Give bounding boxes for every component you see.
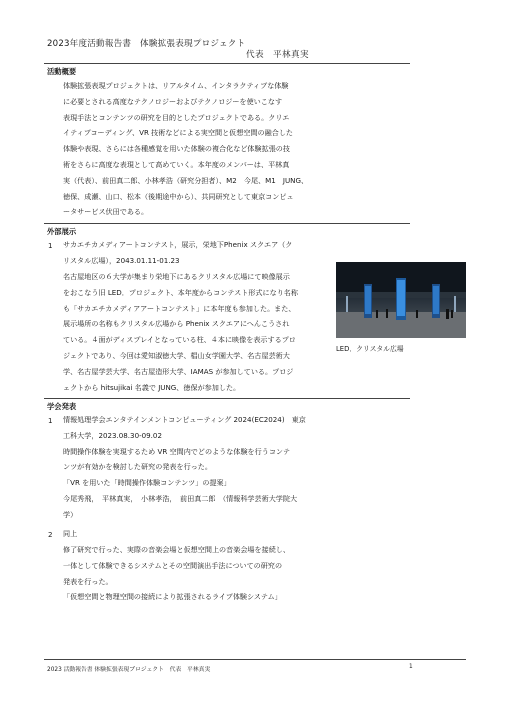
exhibition-body-line: ジェクトであり、今回は愛知淑徳大学、椙山女学園大学、名古屋芸術大 [63,350,290,360]
conference-line: ンツが有効かを検討した研究の発表を行った。 [63,462,212,472]
exhibition-item-title [63,237,292,269]
section-heading-overview: 活動概要 [47,67,77,76]
exhibition-body-line: 名古屋地区の６大学が集まり栄地下にあるクリスタル広場にて映像展示 [63,272,290,281]
overview-line: 術をさらに高度な表現として高めていく。本年度のメンバーは、平林真 [63,159,290,169]
conference-line: 今尾秀飛， 平林真実， 小林孝浩， 前田真二郎 （情報科学芸術大学院大 [63,493,298,503]
overview-line: 徳保、成瀬、山口、松本（後期途中から）、共同研究として東京コンピュ [63,191,294,201]
overview-line: ータサービス伏田である。 [63,207,149,217]
conference-line: 情報処理学会エンタテインメントコンピューティング 2024(EC2024) 東京 [63,415,306,424]
overview-line: イティブコーディング、VR 技術などによる実空間と仮想空間の融合した [63,128,294,138]
conference-line: 修了研究で行った、実際の音楽会場と仮想空間上の音楽会場を接続し、 [63,545,290,554]
exhibition-body-line: 学、名古屋学芸大学、名古屋造形大学、IAMAS が参加している。プロジ [63,366,294,376]
photo-caption: LED．クリスタル広場 [336,345,404,353]
crystal-plaza-photo-illustration [336,262,466,338]
exhibition-body-line: ている。４面がディスプレイとなっている柱、４本に映像を表示するプロ [63,335,296,345]
conference-item-label: 同上 [63,529,78,538]
conference-line: 「VR を用いた「時間操作体験コンテンツ」の提案」 [63,478,231,488]
conference-item-number: 2 [48,530,53,539]
exhibition-body-line: ェクトから hitsujikai 名義で JUNG、徳保が参加した。 [63,382,241,392]
overview-line: に必要とされる高度なテクノロジーおよびテクノロジーを使いこなす [63,96,283,106]
overview-line: 体験拡張表現プロジェクトは、リアルタイム、インタラクティブな体験 [63,81,289,90]
conference-line: 工科大学，2023.08.30-09.02 [63,430,162,440]
conference-line: 時間操作体験を実現するため VR 空間内でどのような体験を行うコンテ [63,446,291,456]
conference-line: 学） [63,509,78,519]
document-author: 代表 平林真実 [246,50,309,60]
page-number: 1 [409,664,413,670]
section-heading-exhibitions: 外部展示 [47,227,77,236]
overview-line: 実（代表）、前田真二郎、小林孝浩（研究分担者）、M2 今尾、M1 JUNG、 [63,175,309,185]
conference-item-2-label [63,526,77,542]
conference-line: 一体として体験できるシステムとその空間演出手法についての研究の [63,560,283,570]
overview-paragraph [63,78,308,220]
conference-item-2 [63,542,290,605]
exhibition-photo [336,262,466,338]
exhibition-item-number: 1 [48,241,53,250]
overview-line: 体験や表現、さらには各種感覚を用いた体験の複合化など体験拡張の技 [63,144,290,154]
exhibition-title-line: リスタル広場），2043.01.11-01.23 [63,255,180,265]
divider [44,63,410,64]
document-title: 2023年度活動報告書 体験拡張表現プロジェクト [47,39,246,49]
divider [44,398,410,399]
footer-divider [44,659,466,660]
conference-line: 発表を行った。 [63,576,113,586]
exhibition-item-body [63,269,298,395]
section-heading-conference: 学会発表 [47,402,77,411]
exhibition-body-line: 展示場所の名称もクリスタル広場から Phenix スクエアにへんこうされ [63,319,290,329]
exhibition-body-line: も「サカエチカメディアアートコンテスト」に本年度も参加した。また、 [63,303,296,313]
conference-line: 「仮想空間と物理空間の接続により拡張されるライブ体験システム」 [63,592,282,602]
overview-line: 表現手法とコンテンツの研究を目的としたプロジェクトである。クリエ [63,112,290,122]
footer-text: 2023 活動報告書 体験拡張表現プロジェクト 代表 平林真実 [47,667,211,673]
divider [44,223,410,224]
conference-item-1 [63,412,306,523]
exhibition-title-line: サカエチカメディアートコンテスト，展示，栄地下Phenix スクエア（ク [63,240,293,249]
conference-item-number: 1 [48,416,53,425]
exhibition-body-line: をおこなう旧 LED．プロジェクト、本年度からコンテスト形式になり名称 [63,287,298,297]
